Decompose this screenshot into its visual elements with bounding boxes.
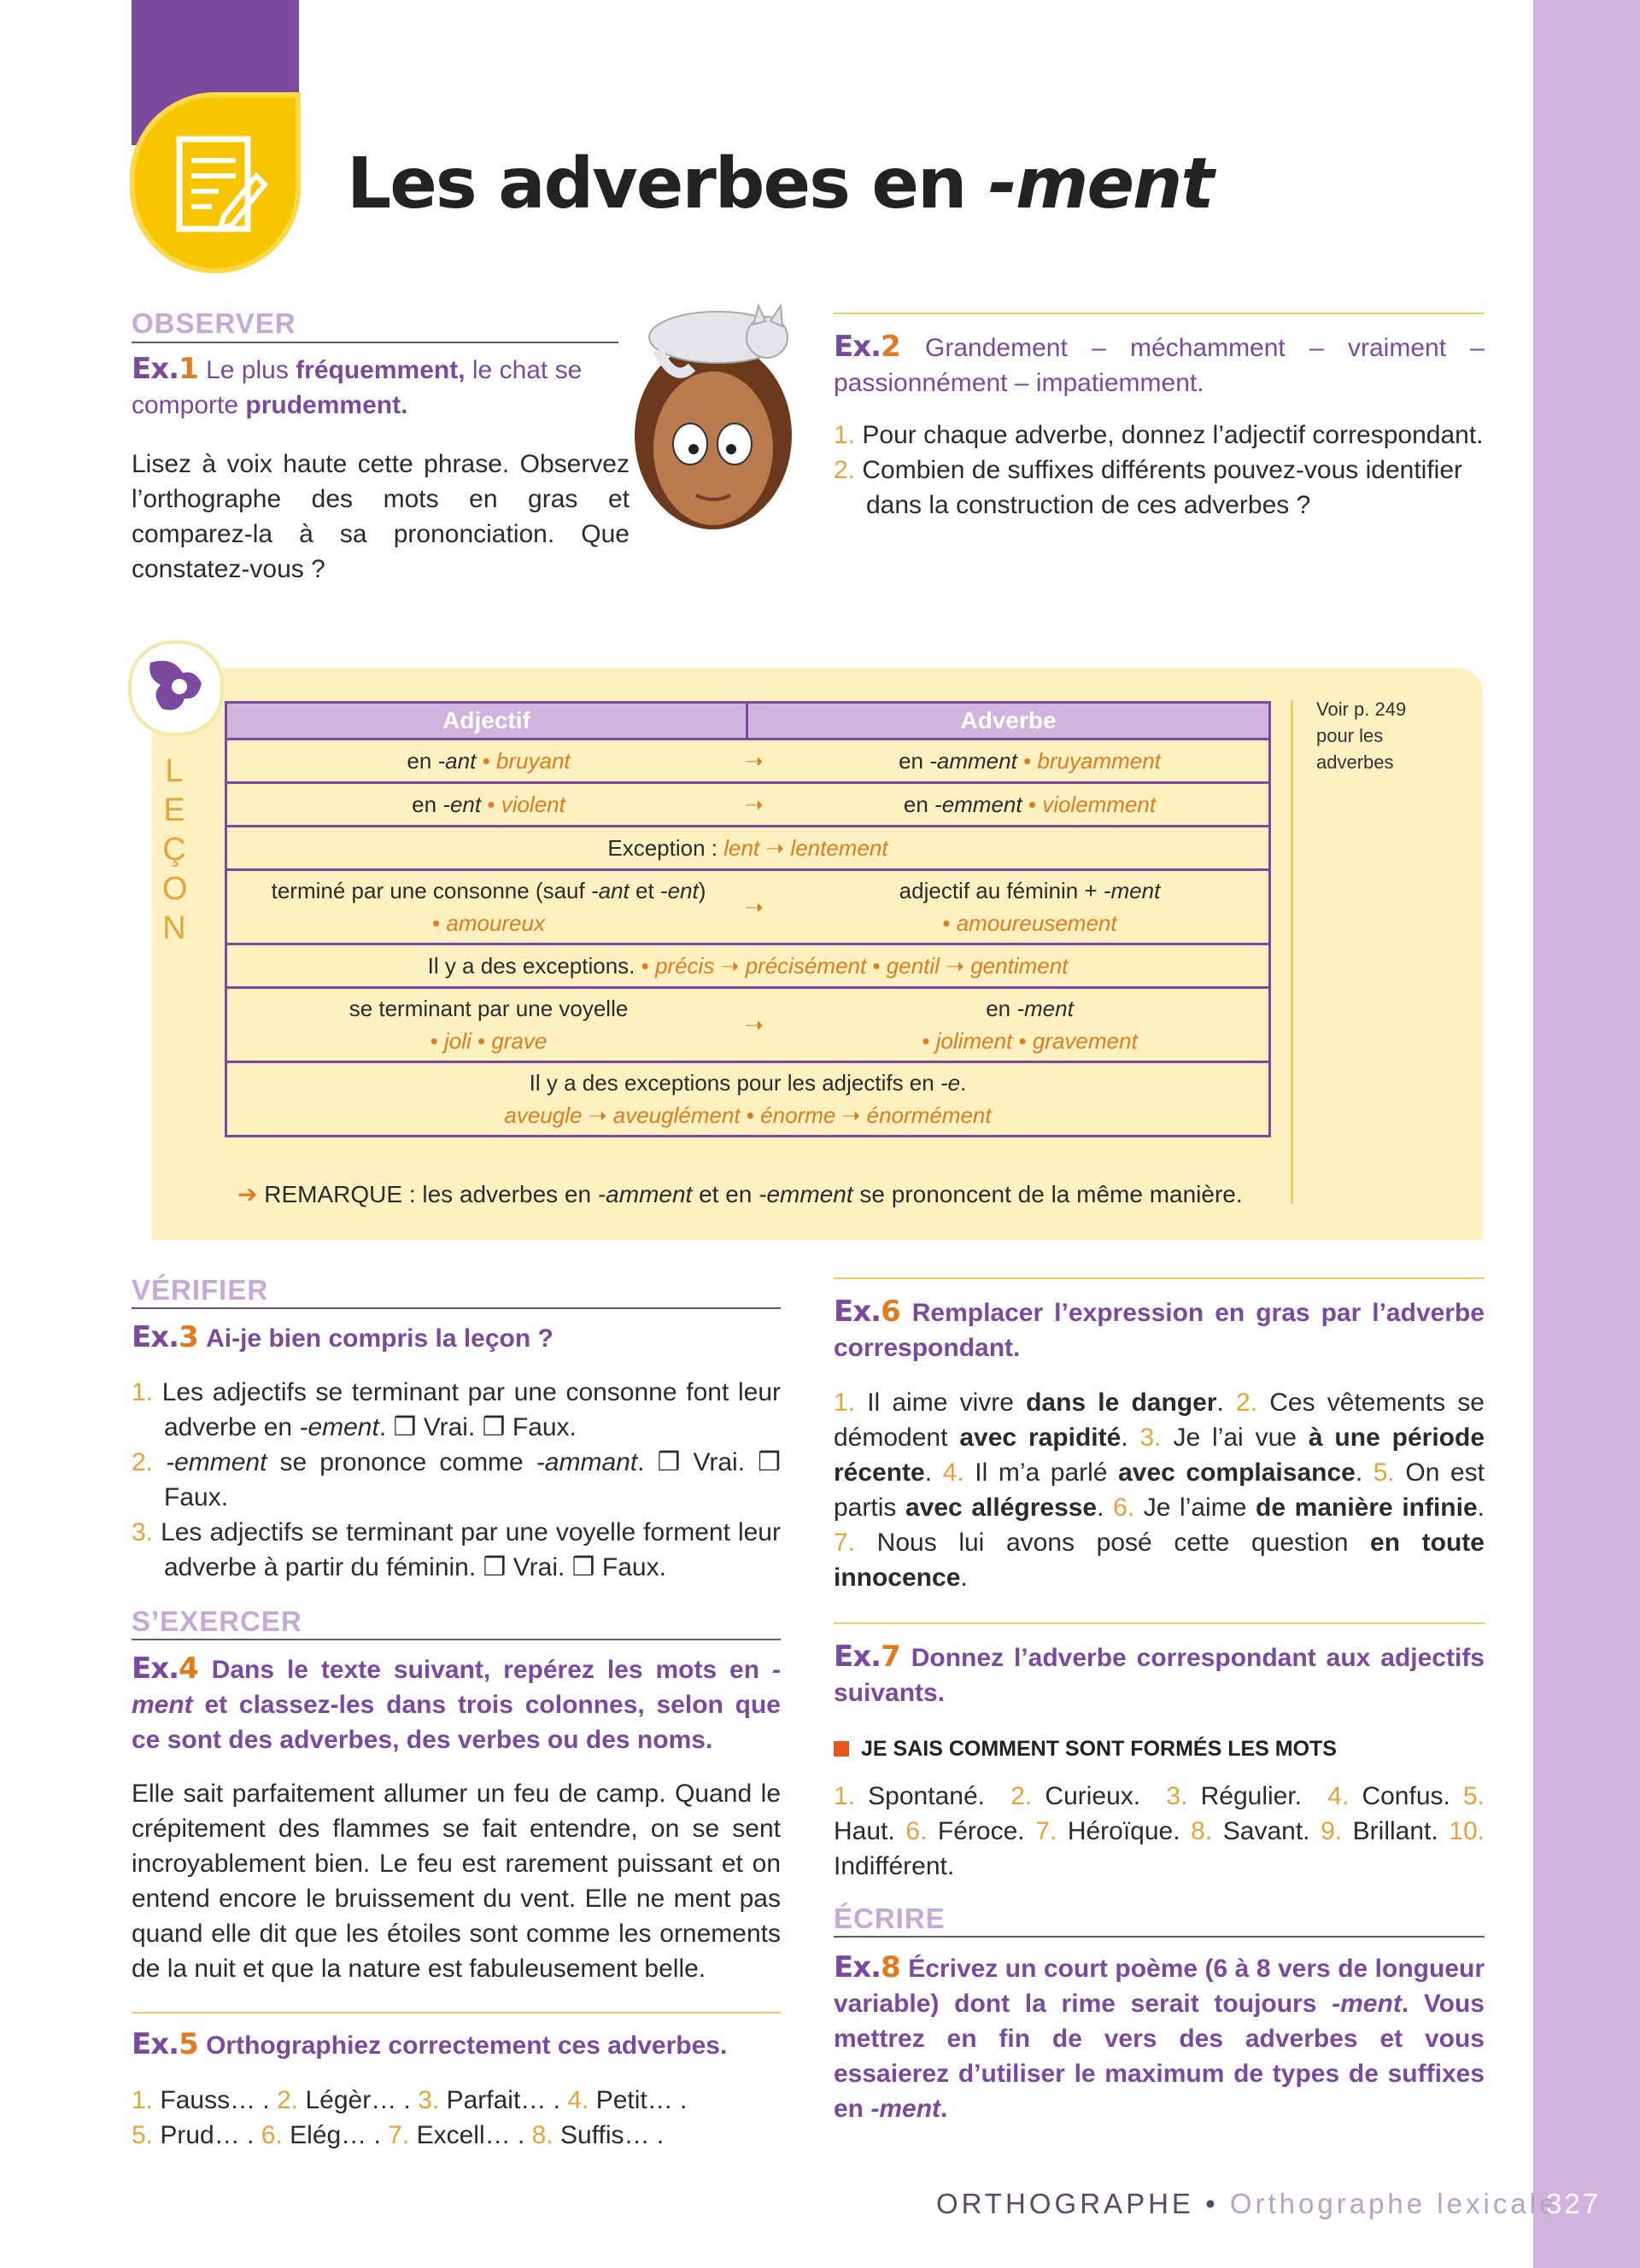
document-pencil-icon: [130, 92, 301, 273]
list-item: 3. Les adjectifs se terminant par une voyelle forment leur adverbe à partir du féminin. ❒ Vrai. ❒ Faux.: [132, 1518, 781, 1581]
exercise-3-items: [132, 1375, 781, 1585]
list-item: 1. Les adjectifs se terminant par une consonne font leur adverbe en -ement. ❒ Vrai. ❒ Faux.: [132, 1378, 781, 1441]
exercise-6-text: 1. Il aime vivre dans le danger. 2. Ces vêtements se démodent avec rapidité. 3. Je l’ai vue à une période récente. 4. Il m’a parlé avec complaisance. 5. On est partis avec allégresse. 6. Je l’aime de manière infinie. 7. Nous lui avons posé cette question en toute innocence.: [834, 1388, 1485, 1592]
table-row: Exception : lent ➝ lentement: [226, 827, 1270, 870]
table-row: Il y a des exceptions pour les adjectifs en -e. aveugle ➝ aveuglément • énorme ➝ énormément: [226, 1062, 1270, 1137]
girl-with-cat-illustration: [624, 290, 803, 555]
list-item: 1. Fauss… .: [132, 2086, 270, 2114]
ex5-rule: [132, 2012, 781, 2014]
section-rule: [132, 1639, 781, 1640]
lesson-icon: [132, 644, 220, 733]
exercise-7-items: 1. Spontané. 2. Curieux. 3. Régulier. 4. Confus. 5. Haut. 6. Féroce. 7. Héroïque. 8. Savant. 9. Brillant. 10. Indifférent.: [834, 1782, 1485, 1880]
exercise-2: Ex.2 Grandement – méchamment – vraiment – passionnément – impatiemment.: [834, 330, 1485, 397]
skill-label: JE SAIS COMMENT SONT FORMÉS LES MOTS: [834, 1737, 1337, 1762]
exercise-1: Ex.1 Le plus fréquemment, le chat se comporte prudemment.: [132, 352, 583, 419]
section-sexercer-heading: S’EXERCER: [132, 1605, 302, 1637]
page-number: 327: [1546, 2188, 1602, 2219]
column-header-adverbe: Adverbe: [747, 703, 1270, 739]
table-row: Il y a des exceptions. • précis ➝ précisément • gentil ➝ gentiment: [226, 944, 1270, 988]
lesson-side-note: Voir p. 249 pour les adverbes: [1316, 699, 1407, 773]
exercise-6: Ex.6 Remplacer l’expression en gras par l’adverbe correspondant.: [834, 1295, 1485, 1362]
footer-breadcrumb: ORTHOGRAPHE • Orthographe lexicale: [936, 2188, 1559, 2219]
document-icon-badge: [130, 92, 301, 273]
list-item: 2. Combien de suffixes différents pouvez-vous identifier dans la construction de ces adverbes ?: [834, 456, 1462, 519]
section-rule: [132, 342, 618, 343]
section-rule: [132, 1307, 781, 1309]
list-item: 8. Suffis… .: [531, 2121, 665, 2149]
table-row: terminé par une consonne (sauf -ant et -ent) • amoureux ➝ adjectif au féminin + -ment • amoureusement: [226, 870, 1270, 944]
section-rule: [834, 1936, 1485, 1938]
list-item: 7. Excell… .: [388, 2121, 525, 2149]
column-header-adjectif: Adjectif: [226, 703, 747, 739]
list-item: 3. Parfait… .: [418, 2086, 560, 2114]
list-item: 5. Prud… .: [132, 2121, 255, 2149]
section-ecrire-heading: ÉCRIRE: [834, 1903, 946, 1934]
list-item: 2. -emment se prononce comme -ammant. ❒ Vrai. ❒ Faux.: [132, 1448, 782, 1511]
page-title: Les adverbes en -ment: [347, 143, 1213, 225]
exercise-8: Ex.8 Écrivez un court poème (6 à 8 vers de longueur variable) dont la rime serait toujours -ment. Vous mettrez en fin de vers des adverbes et vous essaierez d’utiliser le maximum de types de suffixes en -ment.: [834, 1950, 1485, 2123]
exercise-3: Ex.3 Ai-je bien compris la leçon ?: [132, 1320, 554, 1354]
table-row: se terminant par une voyelle • joli • grave ➝ en -ment • joliment • gravement: [226, 988, 1270, 1062]
list-item: 1. Pour chaque adverbe, donnez l’adjectif correspondant.: [834, 421, 1484, 449]
lesson-vertical-label: LEÇON: [162, 753, 198, 946]
ex7-rule: [834, 1622, 1485, 1624]
exercise-4-text: Elle sait parfaitement allumer un feu de camp. Quand le crépitement des flammes se fait entendre, on se sent incroyablement bien. Le feu est rarement puissant et on entend encore le bruissement du vent. Elle ne ment pas quand elle dit que les étoiles sont comme les ornements de la nuit et que la nature est fabuleusement belle.: [132, 1780, 781, 1983]
list-item: 2. Légèr… .: [277, 2086, 411, 2114]
exercise-5: Ex.5 Orthographiez correctement ces adverbes.: [132, 2027, 728, 2061]
table-row: en -ant • bruyant ➝ en -amment • bruyamment: [226, 739, 1270, 783]
section-verifier-heading: VÉRIFIER: [132, 1274, 269, 1306]
right-margin-band: [1533, 0, 1640, 2268]
arrow-icon: ➔: [237, 1181, 258, 1207]
table-row: en -ent • violent ➝ en -emment • violemment: [226, 783, 1270, 827]
ex2-rule: [834, 313, 1485, 314]
list-item: 4. Petit… .: [567, 2086, 688, 2114]
exercise-7: Ex.7 Donnez l’adverbe correspondant aux adjectifs suivants.: [834, 1640, 1485, 1707]
lesson-remark: ➔ REMARQUE : les adverbes en -amment et en -emment se prononcent de la même manière.: [237, 1181, 1243, 1207]
exercise-4: Ex.4 Dans le texte suivant, repérez les mots en -ment et classez-les dans trois colonnes, selon que ce sont des adverbes, des verbes ou des noms.: [132, 1651, 781, 1754]
ex6-rule: [834, 1277, 1485, 1279]
lesson-side-rule: [1291, 700, 1293, 1204]
list-item: 6. Elég… .: [261, 2121, 381, 2149]
lesson-badge: [128, 640, 224, 736]
square-bullet-icon: [834, 1741, 849, 1757]
section-observer-heading: OBSERVER: [132, 307, 296, 339]
observer-instruction: Lisez à voix haute cette phrase. Observez l’orthographe des mots en gras et comparez-la à sa prononciation. Que constatez-vous ?: [132, 450, 630, 583]
exercise-2-questions: [834, 418, 1485, 523]
lesson-table: [225, 701, 1271, 1137]
exercise-5-items: [132, 2083, 789, 2153]
